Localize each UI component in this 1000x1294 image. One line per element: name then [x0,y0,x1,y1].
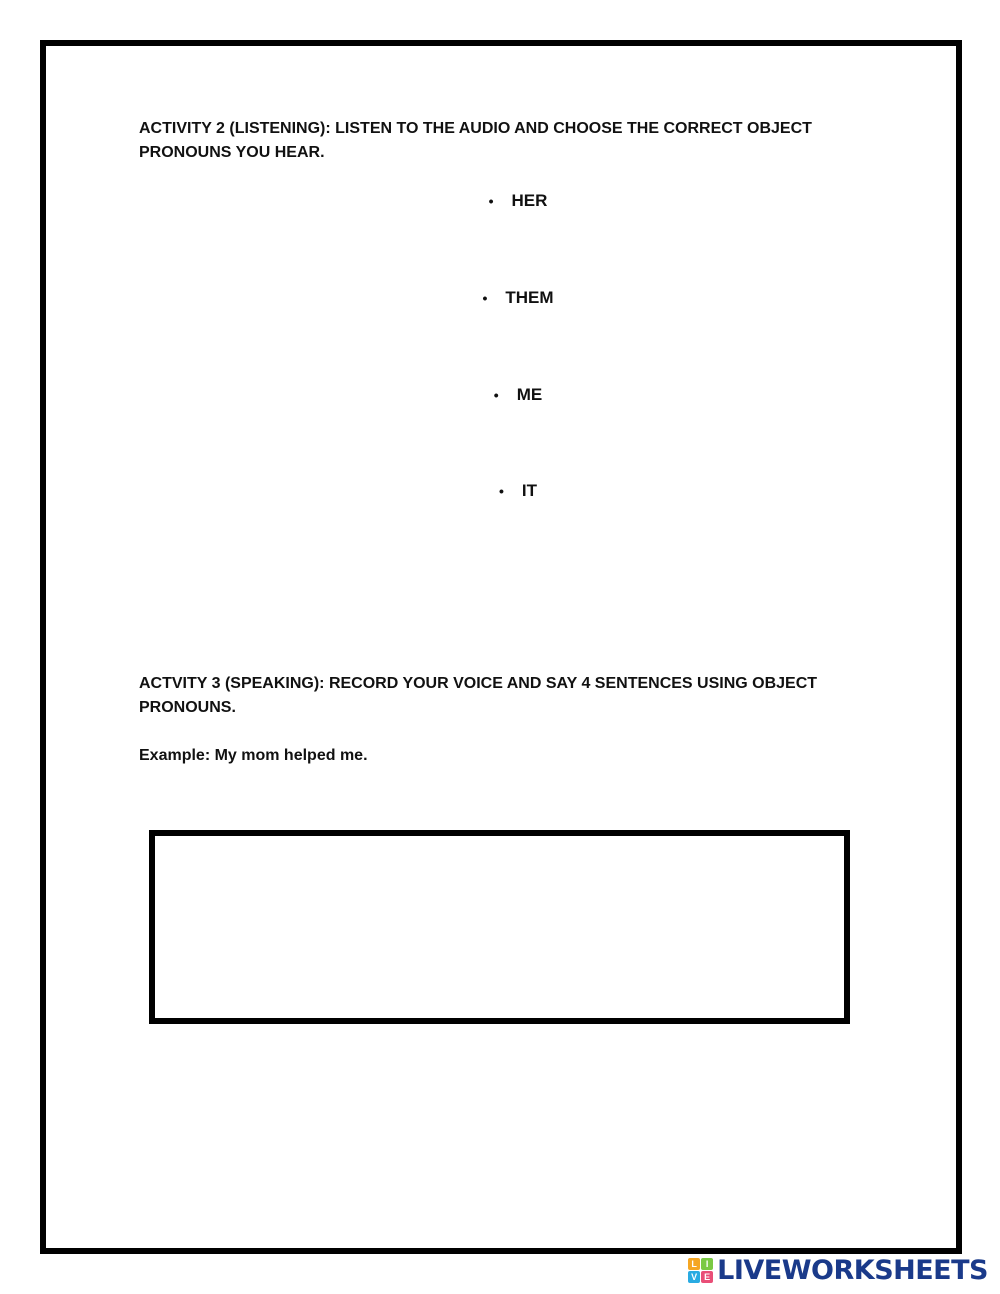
mark-letter: L [688,1258,700,1270]
option-label: ME [516,385,543,404]
bullet-icon: • [482,290,488,306]
option-it[interactable] [0,477,1000,505]
example-sentence: Example: My mom helped me. [139,747,368,764]
option-label: HER [511,191,548,210]
mark-letter: I [701,1258,713,1270]
option-her[interactable] [0,187,1000,215]
bullet-icon: • [498,483,504,499]
voice-recording-box[interactable] [149,830,850,1024]
activity-2-instruction: ACTIVITY 2 (LISTENING): LISTEN TO THE AUDIO AND CHOOSE THE CORRECT OBJECT PRONOUNS YOU HEAR. [139,120,812,161]
activity-3-instruction: ACTVITY 3 (SPEAKING): RECORD YOUR VOICE AND SAY 4 SENTENCES USING OBJECT PRONOUNS. [139,675,818,716]
liveworksheets-mark-icon [688,1258,713,1283]
option-me[interactable] [0,381,1000,409]
mark-letter: V [688,1271,700,1283]
option-them[interactable] [0,284,1000,312]
page-frame [40,40,962,1254]
option-label: IT [521,481,537,500]
brand-name: LIVEWORKSHEETS [717,1254,988,1286]
liveworksheets-logo [688,1252,988,1288]
option-label: THEM [505,288,554,307]
bullet-icon: • [493,387,499,403]
bullet-icon: • [488,193,494,209]
mark-letter: E [701,1271,713,1283]
